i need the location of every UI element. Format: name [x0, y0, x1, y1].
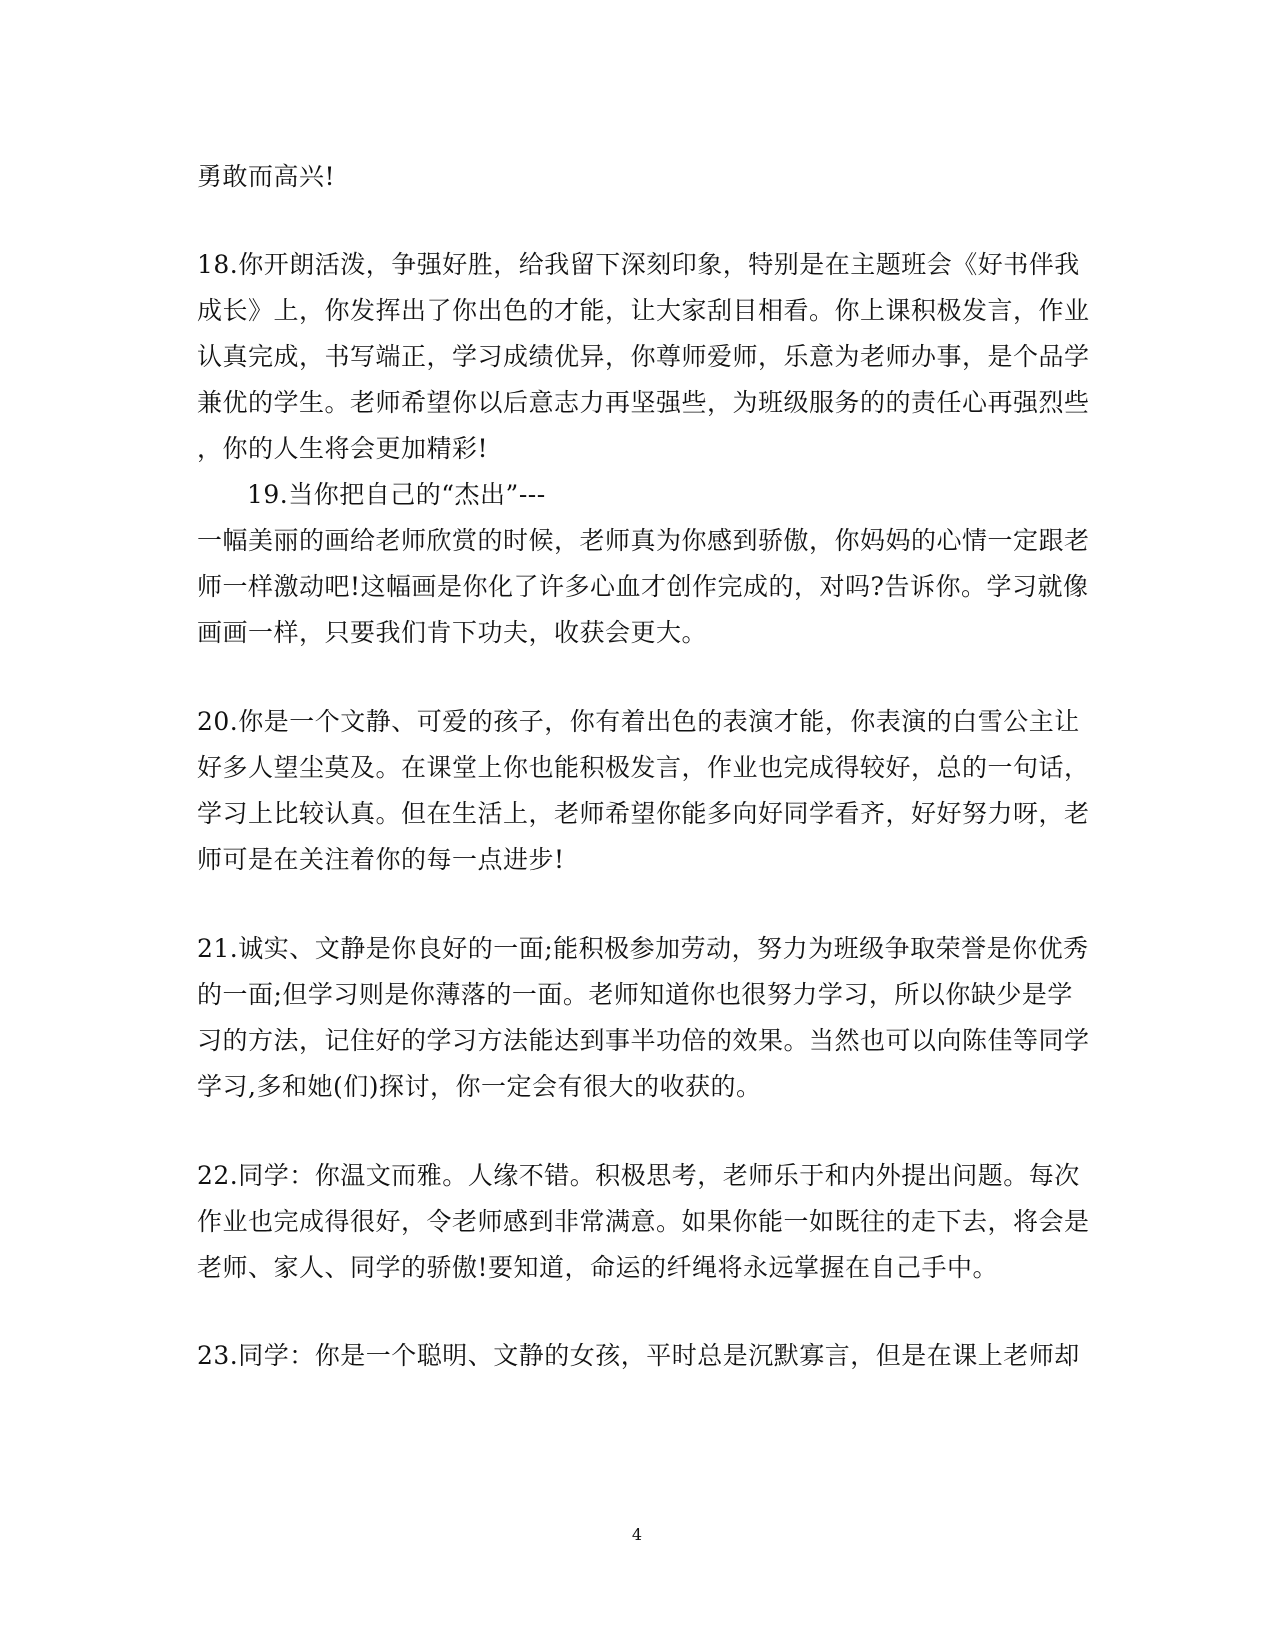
text-line: 成长》上，你发挥出了你出色的才能，让大家刮目相看。你上课积极发言，作业: [197, 296, 1090, 325]
text-line: 认真完成，书写端正，学习成绩优异，你尊师爱师，乐意为老师办事，是个品学: [197, 342, 1090, 371]
text-line: 习的方法，记住好的学习方法能达到事半功倍的效果。当然也可以向陈佳等同学: [197, 1026, 1090, 1055]
text-line: 师一样激动吧!这幅画是你化了许多心血才创作完成的，对吗?告诉你。学习就像: [197, 572, 1089, 601]
text-line: 23.同学：你是一个聪明、文静的女孩，平时总是沉默寡言，但是在课上老师却: [197, 1341, 1080, 1370]
text-line: 兼优的学生。老师希望你以后意志力再坚强些，为班级服务的的责任心再强烈些: [197, 388, 1090, 417]
text-line: 学习,多和她(们)探讨，你一定会有很大的收获的。: [197, 1072, 762, 1101]
text-line: 的一面;但学习则是你薄落的一面。老师知道你也很努力学习，所以你缺少是学: [197, 980, 1073, 1009]
text-line: 画画一样，只要我们肯下功夫，收获会更大。: [197, 618, 708, 647]
text-line: 学习上比较认真。但在生活上，老师希望你能多向好同学看齐，好好努力呀，老: [197, 799, 1090, 828]
text-line: 师可是在关注着你的每一点进步!: [197, 845, 565, 874]
text-line: ，你的人生将会更加精彩!: [197, 434, 489, 463]
text-line: 22.同学：你温文而雅。人缘不错。积极思考，老师乐于和内外提出问题。每次: [197, 1161, 1080, 1190]
text-line: 好多人望尘莫及。在课堂上你也能积极发言，作业也完成得较好，总的一句话，: [197, 753, 1090, 782]
text-line: 作业也完成得很好，令老师感到非常满意。如果你能一如既往的走下去，将会是: [197, 1207, 1090, 1236]
text-line: 21.诚实、文静是你良好的一面;能积极参加劳动，努力为班级争取荣誉是你优秀: [197, 934, 1089, 963]
text-line: 20.你是一个文静、可爱的孩子，你有着出色的表演才能，你表演的白雪公主让: [197, 707, 1080, 736]
page-number: 4: [631, 1525, 643, 1544]
text-line: 一幅美丽的画给老师欣赏的时候，老师真为你感到骄傲，你妈妈的心情一定跟老: [197, 526, 1090, 555]
text-line: 18.你开朗活泼，争强好胜，给我留下深刻印象，特别是在主题班会《好书伴我: [197, 250, 1080, 279]
text-line: 19.当你把自己的“杰出”---: [247, 480, 546, 509]
text-line: 老师、家人、同学的骄傲!要知道，命运的纤绳将永远掌握在自己手中。: [197, 1253, 999, 1282]
text-line: 勇敢而高兴!: [197, 162, 336, 191]
